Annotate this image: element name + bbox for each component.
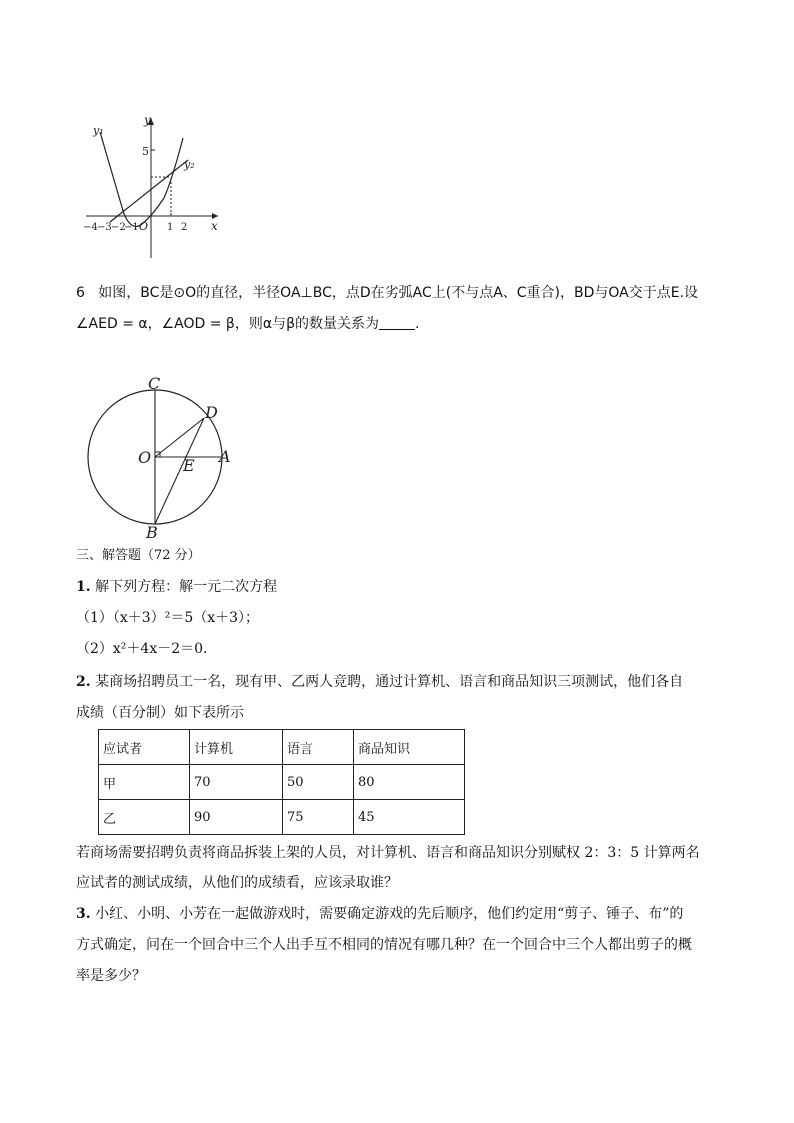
q6-text-line2: ∠AED = α，∠AOD = β，则α与β的数量关系为 [76,316,380,332]
q6-text-line1: 如图，BC是⊙O的直径，半径OA⊥BC，点D在劣弧AC上(不与点A、C重合)，BD与OA交于点E.设 [98,285,699,301]
table-cell: 90 [190,800,283,835]
tick-5-label: 5 [142,145,149,158]
x-tick-m1: −1 [124,222,139,233]
table-row [99,800,465,835]
x-tick-m3: −3 [97,222,112,233]
table-cell: 80 [354,765,465,800]
header-cell: 商品知识 [354,730,465,765]
label-b: B [146,523,158,542]
table-cell: 70 [190,765,283,800]
q6-number: 6 [76,285,85,301]
p3-line2 [76,935,692,955]
y-axis-label: y [144,113,151,127]
p2-line1 [76,672,683,692]
table-cell: 75 [283,800,354,835]
label-a: A [219,447,231,466]
p2-text-line2: 成绩（百分制）如下表所示 [76,705,244,721]
section-heading-text: 三、解答题（72 分） [76,548,201,563]
label-c: C [148,374,161,393]
scores-table [98,729,465,835]
p1-title-line [76,577,277,597]
header-cell: 计算机 [190,730,283,765]
label-d: D [205,403,218,422]
p3-number: 3. [76,906,91,922]
p2-text-line1: 某商场招聘员工一名，现有甲、乙两人竞聘，通过计算机、语言和商品知识三项测试，他们各自 [95,674,684,690]
section-heading [76,546,201,566]
p3-line3 [76,966,146,986]
line-y2 [110,160,188,222]
p1-number: 1. [76,579,91,595]
header-cell: 语言 [283,730,354,765]
table-row [99,765,465,800]
p2-number: 2. [76,674,91,690]
p1-eq2-text: （2）x²＋4x－2＝0． [76,641,218,657]
x-tick-2: 2 [181,222,188,233]
label-o: O [138,448,152,467]
y2-label: y₂ [184,158,195,171]
q6-line1 [76,283,698,303]
function-graph [80,110,230,260]
label-e: E [183,456,195,475]
table-cell: 乙 [99,800,190,835]
p3-text-line2: 方式确定，问在一个回合中三个人出手互不相同的情况有哪几种？在一个回合中三个人都出剪子的概 [76,937,692,953]
answer-blank[interactable] [379,315,415,330]
p1-eq1-text: （1）（x＋3）²＝5（x＋3）； [76,610,260,626]
q6-line2 [76,314,419,334]
q6-text-end: . [415,316,420,332]
x-tick-1: 1 [167,222,174,233]
p1-eq2 [76,639,217,659]
x-axis-label: x [211,219,218,233]
x-tick-m2: −2 [111,222,126,233]
p3-line1 [76,904,683,924]
header-cell: 应试者 [99,730,190,765]
segment-od [155,418,204,457]
circle-figure [80,372,250,542]
p2-after-text1: 若商场需要招聘负责将商品拆装上架的人员，对计算机、语言和商品知识分别赋权 2：3：5 计算两名 [76,845,700,861]
p3-text-line1: 小红、小明、小芳在一起做游戏时，需要确定游戏的先后顺序，他们约定用“剪子、锤子、布”的 [95,906,684,922]
p2-after-text2: 应试者的测试成绩，从他们的成绩看，应该录取谁？ [76,875,398,891]
p2-after-line1 [76,843,700,863]
x-tick-m4: −4 [83,222,98,233]
table-cell: 50 [283,765,354,800]
p2-after-line2 [76,873,398,893]
p1-title: 解下列方程：解一元二次方程 [95,579,278,595]
p2-line2 [76,703,244,723]
table-cell: 45 [354,800,465,835]
p3-text-line3: 率是多少？ [76,968,146,984]
y1-label: y₁ [93,124,104,137]
p1-eq1 [76,608,259,628]
table-cell: 甲 [99,765,190,800]
origin-label: O [139,220,149,233]
table-header-row [99,730,465,765]
segment-bd [155,418,204,524]
